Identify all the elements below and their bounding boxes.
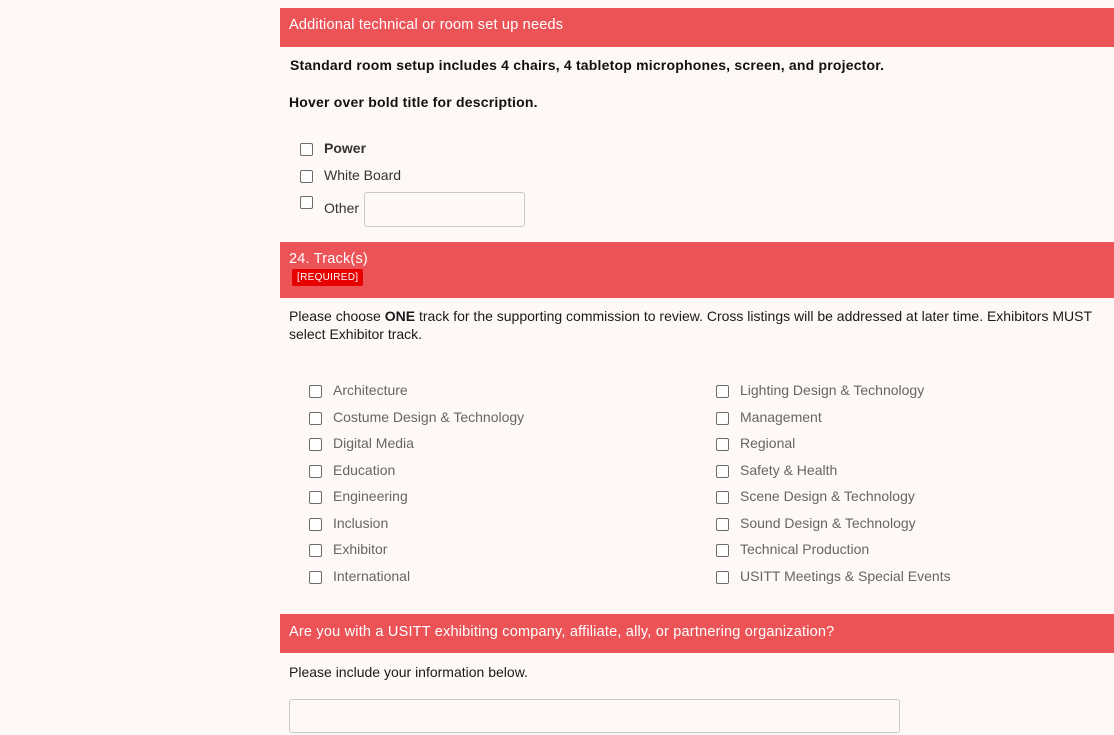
- white-board-label[interactable]: White Board: [324, 167, 402, 183]
- proposal-form: [280, 0, 1114, 735]
- power-label[interactable]: Power: [324, 140, 367, 156]
- track-instructions: [289, 307, 1109, 343]
- track-checkbox-management[interactable]: [716, 412, 729, 425]
- track-checkbox-usitt-meetings[interactable]: [716, 571, 729, 584]
- track-label-safety-health[interactable]: Safety & Health: [740, 462, 838, 478]
- track-checkbox-lighting-design[interactable]: [716, 385, 729, 398]
- organization-header-title: Are you with a USITT exhibiting company, affiliate, ally, or partnering organization?: [289, 624, 835, 640]
- track-instructions-emphasis: ONE: [384, 308, 416, 324]
- track-checkbox-digital-media[interactable]: [309, 438, 322, 451]
- hover-note: Hover over bold title for description.: [289, 94, 538, 110]
- track-instructions-pre: Please choose: [289, 308, 385, 324]
- tech-needs-header-title: Additional technical or room set up needs: [289, 17, 564, 33]
- track-checkbox-inclusion[interactable]: [309, 518, 322, 531]
- track-label-technical-production[interactable]: Technical Production: [740, 541, 870, 557]
- track-instructions-post: track for the supporting commission to review. Cross listings will be addressed at later time. Exhibitors MUST select Exhibitor track.: [289, 308, 1092, 342]
- track-checkbox-education[interactable]: [309, 465, 322, 478]
- organization-note: Please include your information below.: [289, 664, 528, 680]
- track-checkbox-scene-design[interactable]: [716, 491, 729, 504]
- track-label-exhibitor[interactable]: Exhibitor: [333, 541, 388, 557]
- tracks-header-title: 24. Track(s): [289, 251, 368, 267]
- track-label-sound-design[interactable]: Sound Design & Technology: [740, 515, 916, 531]
- track-checkbox-costume-design[interactable]: [309, 412, 322, 425]
- track-checkbox-technical-production[interactable]: [716, 544, 729, 557]
- organization-input[interactable]: [289, 699, 900, 733]
- track-label-education[interactable]: Education: [333, 462, 396, 478]
- track-label-engineering[interactable]: Engineering: [333, 488, 408, 504]
- room-setup-note: Standard room setup includes 4 chairs, 4 tabletop microphones, screen, and projector.: [290, 57, 885, 73]
- power-checkbox[interactable]: [300, 143, 313, 156]
- other-label[interactable]: Other: [324, 200, 360, 216]
- white-board-checkbox[interactable]: [300, 170, 313, 183]
- track-checkbox-regional[interactable]: [716, 438, 729, 451]
- other-checkbox[interactable]: [300, 196, 313, 209]
- track-checkbox-architecture[interactable]: [309, 385, 322, 398]
- track-checkbox-sound-design[interactable]: [716, 518, 729, 531]
- tracks-header: [280, 242, 1114, 298]
- track-label-scene-design[interactable]: Scene Design & Technology: [740, 488, 915, 504]
- track-label-digital-media[interactable]: Digital Media: [333, 435, 414, 451]
- track-label-regional[interactable]: Regional: [740, 435, 796, 451]
- track-label-management[interactable]: Management: [740, 409, 822, 425]
- track-checkbox-exhibitor[interactable]: [309, 544, 322, 557]
- track-label-international[interactable]: International: [333, 568, 411, 584]
- track-label-costume-design[interactable]: Costume Design & Technology: [333, 409, 525, 425]
- track-checkbox-engineering[interactable]: [309, 491, 322, 504]
- track-label-lighting-design[interactable]: Lighting Design & Technology: [740, 382, 925, 398]
- track-label-architecture[interactable]: Architecture: [333, 382, 408, 398]
- track-checkbox-safety-health[interactable]: [716, 465, 729, 478]
- required-badge: [REQUIRED]: [292, 269, 363, 286]
- track-checkbox-international[interactable]: [309, 571, 322, 584]
- track-label-usitt-meetings[interactable]: USITT Meetings & Special Events: [740, 568, 951, 584]
- track-label-inclusion[interactable]: Inclusion: [333, 515, 389, 531]
- tech-needs-header: [280, 8, 1114, 47]
- organization-header: [280, 614, 1114, 653]
- other-text-input[interactable]: [364, 192, 525, 227]
